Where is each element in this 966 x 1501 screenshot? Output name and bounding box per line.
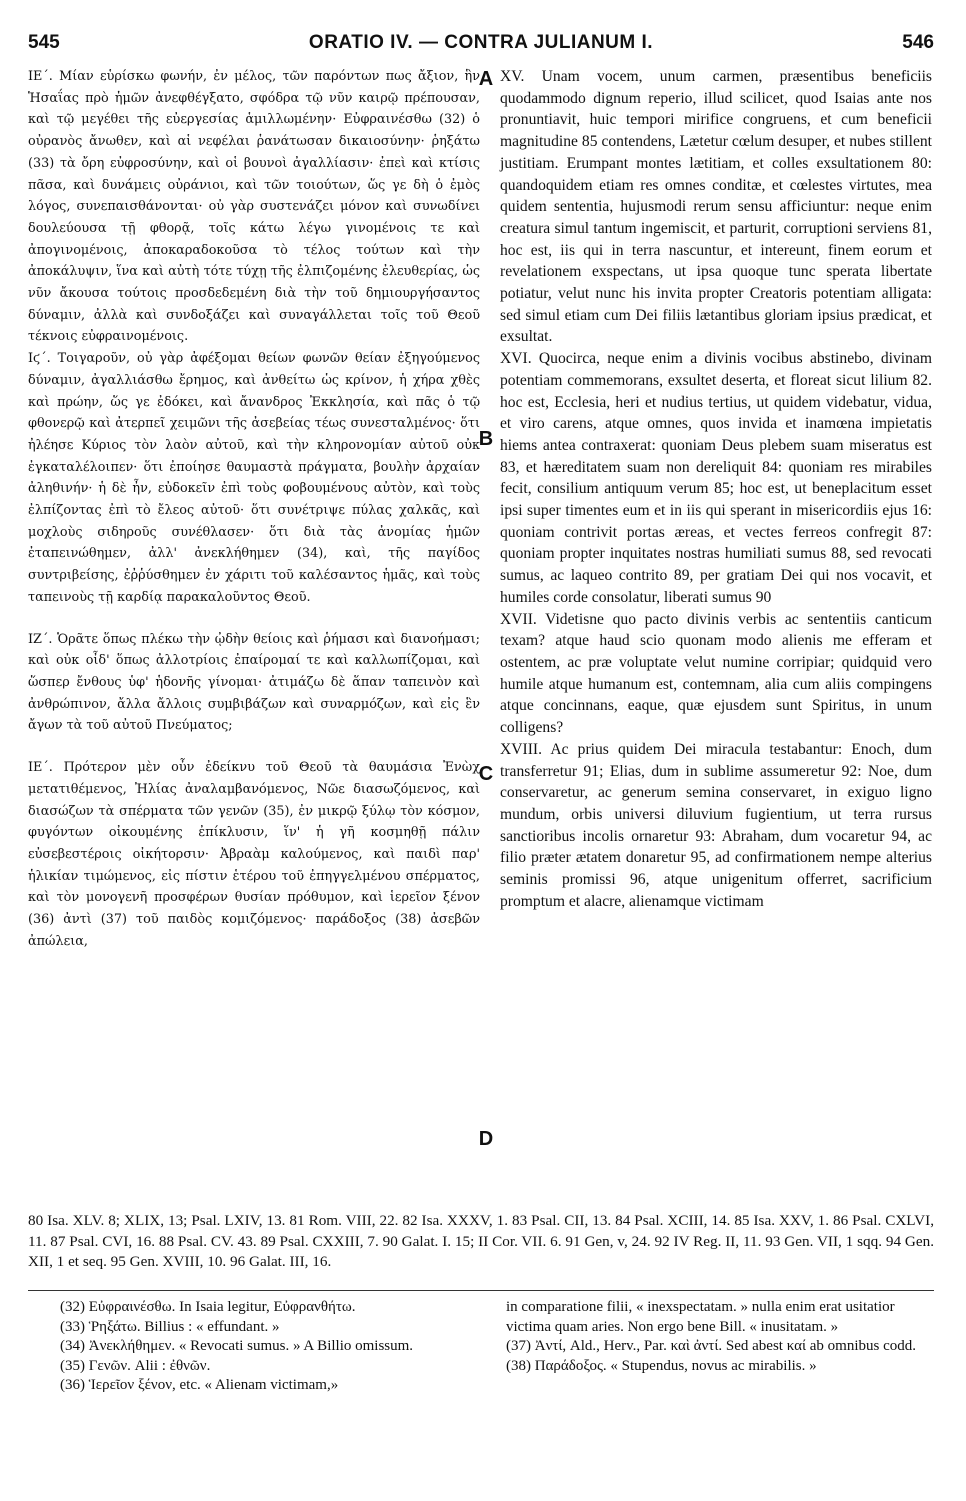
greek-paragraph-16: Ιϛ΄. Τοιγαροῦν, οὐ γὰρ ἀφέξομαι θείων φωνῶν θείαν ἐξηγούμενος δύναμιν, ἀγαλλιάσθω ἔρημος, καὶ ἀνθείτω ὡς κρίνον, ἡ χήρα χθὲς καὶ πρώην, ὥς γε ἐδόκει, καὶ ἄνανδρος Ἐκκλησία, καὶ πᾶς ὁ τῷ φθονερῷ καὶ ἀτερπεῖ χειμῶνι τῆς ἀσεβείας τέως συνεσταλμένος· ὅτι ἠλέησε Κύριος τὸν λαὸν αὐτοῦ, καὶ τὴν κληρονομίαν αὐτοῦ οὐκ ἐγκαταλέλοιπεν· ὅτι ἐποίησε θαυμαστὰ πράγματα, βουλὴν ἀρχαίαν ἀληθινήν· ἡ δὲ ἦν, εὐδοκεῖν ἐπὶ τοὺς φοβουμένους αὐτὸν, καὶ τοὺς ἐλπίζοντας ἐπὶ τὸ ἔλεος αὐτοῦ· ὅτι συνέτριψε πύλας χαλκᾶς, καὶ μοχλοὺς σιδηροῦς συνέθλασεν· ὅτι διὰ τὰς ἀνομίας ἡμῶν ἐταπεινώθημεν, ἀλλ' ἀνεκλήθημεν (34), καὶ, τῆς παγίδος συντριβείσης, ἐῤῥύσθημεν ἐν χάριτι τοῦ καλέσαντος ἡμᾶς, καὶ τοὺς ταπεινοὺς τῇ καρδίᾳ παρακαλοῦντος Θεοῦ. xyxy=(28,351,480,605)
greek-paragraph-17: ΙΖ΄. Ὁρᾶτε ὅπως πλέκω τὴν ᾠδὴν θείοις καὶ ῥήμασι καὶ διανοήμασι; καὶ οὐκ οἶδ' ὅπως ἀλλοτρίοις ἐπαίρομαί τε καὶ καλλωπίζομαι, καὶ ὥσπερ ἔνθους ὑφ' ἡδονῆς γίνομαι· ἀτιμάζω δὲ ἅπαν ταπεινὸν καὶ ἀνθρώπινον, ἄλλα ἄλλοις συμβιβάζων καὶ συναρμόζων, καὶ εἰς ἓν ἄγων τὰ τοῦ αὐτοῦ Πνεύματος; xyxy=(28,631,480,734)
latin-paragraph-15: XV. Unam vocem, unum carmen, præsentibus beneficiis quodammodo dignum reperio, illud scilicet, quod Isaias ante nos pronuntiavit, huic tempori mirifice congruens, et cum beneficii magnitudine 85 contendens, Lætetur cœlum desuper, et nubes stillent justitiam. Erumpant montes lætitiam, et colles exsultationem 80: quandoquidem etiam res omnes conditæ, et cœlestes virtutes, mea quidem sententia, hujusmodi rerum sensu afficiuntur: neque enim creatura simul tantum ingemiscit, et parturit, corruptioni serviens 81, hoc est, iis qui in terra nascuntur, et intereunt, finem eorum et revelationem exspectans, ut ipsa quoque tunc sperata libertate potiatur, velut nunc his invita propter Creatoris potentiam alligata: sed simul etiam cum Dei filiis lætantibus gloriam ipsius prædicat, et exsultat. xyxy=(500,68,932,346)
latin-paragraph-16: XVI. Quocirca, neque enim a divinis vocibus abstinebo, divinam potentiam commemorans, exsultet deserta, et floreat sicut lilium 82. hoc est, Ecclesia, heri et nudius tertius, ut quidem videbatur, vidua, et viro carens, atque omnes, quos invida et inamœna impietatis hiems antea contraxerat: quoniam Deus plebem suam miseratus est 83, et hæreditatem suam non dereliquit 84: quoniam res mirabiles fecit, consilium antiquum verum 85; hoc est, ut beneplacitum esset ipsi super timentes eum et in iis qui sperant in misericordiis ejus 16: quoniam contrivit portas æreas, et vectes ferreos confregit 87: quoniam propter inquitates nostras humiliati sumus 88, sed revocati sumus, ac laqueo contrito 89, per gratiam Dei qui nos vocavit, et humiles corde consolatur, liberati sumus 90 xyxy=(500,350,932,606)
footnote-36-continued: in comparatione filii, « inexspectatam. » nulla enim erat usitatior victima quam aries. Non ergo bene Bill. « inusitatam. » xyxy=(506,1299,895,1335)
footnote-36: (36) Ἱερεῖον ξένον, etc. « Alienam victimam,» xyxy=(60,1377,339,1393)
page-number-left: 545 xyxy=(28,32,60,53)
margin-marker-c: C xyxy=(478,763,494,785)
greek-paragraph-15: ΙΕ΄. Μίαν εὑρίσκω φωνήν, ἐν μέλος, τῶν παρόντων πως ἄξιον, ἣν Ἡσαΐας πρὸ ἡμῶν ἀνεφθέγξατο, σφόδρα τῷ νῦν καιρῷ πρέπουσαν, καὶ τῷ μεγέθει τῆς εὐεργεσίας ἁμιλλωμένην· Εὐφραινέσθω (32) ὁ οὐρανὸς ἄνωθεν, καὶ αἱ νεφέλαι ῥανάτωσαν δικαιοσύνην· ῥηξάτω (33) τὰ ὄρη εὐφροσύνην, καὶ οἱ βουνοὶ ἀγαλλίασιν· ἐπεὶ καὶ κτίσις πᾶσα, καὶ δυνάμεις οὐράνιοι, καὶ τῶν τοιούτων, ὥς γε δὴ ὁ ἐμὸς λόγος, συνεπαισθάνονται· οὐ γὰρ συστενάζει μόνον καὶ συνωδίνει δουλεύουσα τῇ φθορᾷ, τοῖς κάτω λέγω γινομένοις τε καὶ ἀπογινομένοις, ἀποκαραδοκοῦσα τὸ τέλος τούτων καὶ τὴν ἀποκάλυψιν, ἵνα καὶ αὐτὴ τότε τύχῃ τῆς ἐλπιζομένης ἐλευθερίας, ὡς νῦν ἄκουσα τούτοις προσδεδεμένη διὰ τὴν τοῦ δημιουργήσαντος δύναμιν, ἀλλὰ καὶ συνδοξάζει καὶ συναγάλλεται τοῖς τοῦ Θεοῦ τέκνοις εὐφραινομένοις. xyxy=(28,69,480,345)
latin-column xyxy=(500,66,932,912)
greek-column xyxy=(28,66,480,952)
footnote-33: (33) Ῥηξάτω. Billius : « effundant. » xyxy=(60,1318,280,1335)
greek-paragraph-18: ΙΕ΄. Πρότερον μὲν οὖν ἐδείκνυ τοῦ Θεοῦ τὰ θαυμάσια Ἐνὼχ μετατιθέμενος, Ἠλίας ἀναλαμβανόμενος, Νῶε διασωζόμενος, καὶ διασώζων τὰ σπέρματα τῶν γενῶν (35), ἐν μικρῷ ξύλῳ τὸν κόσμον, φυγόντων οἰκουμένης ἐπίκλυσιν, ἵν' ἡ γῆ κοσμηθῇ πάλιν εὐσεβεστέροις οἰκήτορσιν· Ἀβραὰμ καλούμενος, καὶ παιδὶ παρ' ἡλικίαν τιμώμενος, εἰς πίστιν ἑτέρου τοῦ ἐπηγγελμένου σπέρματος, καὶ τὸν μονογενῆ προσφέρων θυσίαν πρόθυμον, καὶ ἱερεῖον ξένον (36) ἀντὶ (37) τοῦ παιδὸς κομιζόμενος· παράδοξος (38) ἀσεβῶν ἀπώλεια, xyxy=(28,760,480,949)
footnote-37: (37) Ἀντί, Ald., Herv., Par. καὶ ἀντί. Sed abest καί ab omnibus codd. xyxy=(506,1338,917,1354)
latin-paragraph-18: XVIII. Ac prius quidem Dei miracula testabantur: Enoch, dum transferretur 91; Elias, dum in sublime assumeretur 92: Noe, dum conservaretur, ac generum semina conservaret, in exiguo ligno mundum, orbis universi diluvium fugientium, ut terra rursus sanctioribus incolis ornaretur 93: Abraham, dum vocaretur 94, ac filio præter ætatem donaretur 95, ad confirmationem nempe alterius seminis promissi 96, atque unigenitum offerret, sacrificium promptum et alacre, alienamque victimam xyxy=(500,740,932,910)
page-header xyxy=(28,32,934,62)
margin-marker-a: A xyxy=(478,68,494,90)
running-title: ORATIO IV. — CONTRA JULIANUM I. xyxy=(308,32,654,53)
latin-paragraph-17: XVII. Videtisne quo pacto divinis verbis ac sententiis canticum texam? atque haud scio quonam modo alienis me efferam et ostentem, ac præ voluptate velut numine corripiar; quidquid vero humile atque humanum est, contemnam, alia cum aliis compingens atque concinnans, eaque, quæ ejusdem sunt Spiritus, in unum colligens? xyxy=(500,610,932,737)
footnote-35: (35) Γενῶν. Alii : ἐθνῶν. xyxy=(60,1357,211,1374)
footnotes-left xyxy=(60,1298,480,1396)
footnotes-right xyxy=(506,1298,934,1376)
footnote-divider xyxy=(28,1290,934,1291)
footnote-34: (34) Ἀνεκλήθημεν. « Revocati sumus. » A Billio omissum. xyxy=(60,1338,414,1354)
footnote-32: (32) Εὐφραινέσθω. In Isaia legitur, Εὐφρανθήτω. xyxy=(60,1299,356,1315)
margin-marker-b: B xyxy=(478,428,494,450)
page-number-right: 546 xyxy=(902,32,934,53)
footnote-38: (38) Παράδοξος. « Stupendus, novus ac mirabilis. » xyxy=(506,1357,817,1374)
margin-marker-d: D xyxy=(478,1128,494,1150)
scripture-references: 80 Isa. XLV. 8; XLIX, 13; Psal. LXIV, 13. 81 Rom. VIII, 22. 82 Isa. XXXV, 1. 83 Psal. CII, 13. 84 Psal. XCIII, 14. 85 Isa. XXV, 1. 86 Psal. CXLVI, 11. 87 Psal. CVI, 16. 88 Psal. CV. 43. 89 Psal. CXXIII, 7. 90 Galat. I. 15; II Cor. VII. 6. 91 Gen, v, 24. 92 IV Reg. II, 11. 93 Gen. VII, 1 sqq. 94 Gen. XII, 1 et seq. 95 Gen. XVIII, 10. 96 Galat. III, 16. xyxy=(28,1212,934,1270)
